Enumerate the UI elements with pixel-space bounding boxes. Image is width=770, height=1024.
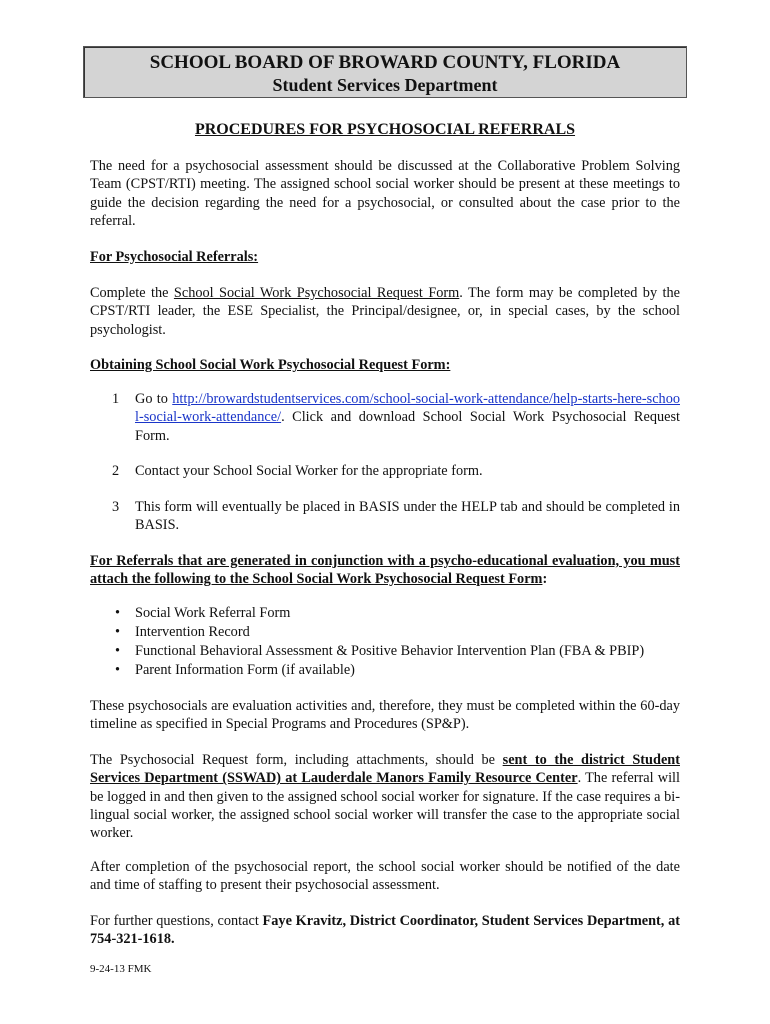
- header-subtitle: Student Services Department: [272, 75, 498, 95]
- intro-paragraph: The need for a psychosocial assessment should be discussed at the Collaborative Problem Solving Team (CPST/RTI) meeting. The assigned school social worker should be present at these meetings to guide the decision regarding the need for a psychosocial, or consulted about the case prior to the referral.: [90, 158, 680, 229]
- list-item-text: This form will eventually be placed in BASIS under the HELP tab and should be completed in BASIS.: [135, 499, 680, 534]
- timeline-paragraph: These psychosocials are evaluation activities and, therefore, they must be completed within the 60-day timeline as specified in Special Programs and Procedures (SP&P).: [90, 698, 680, 733]
- bullet-icon: •: [115, 662, 121, 678]
- after-completion-paragraph: After completion of the psychosocial report, the school social worker should be notified of the date and time of staffing to present their psychosocial assessment.: [90, 859, 680, 894]
- section-heading-attachments-text: For Referrals that are generated in conjunction with a psycho-educational evaluation, you must attach the following to the School Social Work Psychosocial Request Form: [90, 553, 680, 588]
- request-form-name: School Social Work Psychosocial Request Form: [173, 285, 460, 301]
- submission-post: . The referral will be logged in and then given to the assigned school social worker for signature. If the case requires a bi-lingual social worker, the assigned school social worker will transfer the case to the appropriate social worker.: [90, 770, 680, 842]
- list-item-text: Functional Behavioral Assessment & Positive Behavior Intervention Plan (FBA & PBIP): [135, 643, 645, 659]
- section-heading-colon: :: [542, 571, 548, 588]
- section-heading-referrals-text: For Psychosocial Referrals:: [90, 249, 259, 265]
- header-box: [83, 46, 687, 98]
- contact-pre: For further questions, contact: [90, 913, 263, 929]
- contact-paragraph: [90, 912, 680, 949]
- list-item-text: Parent Information Form (if available): [135, 662, 355, 678]
- submission-paragraph: [90, 751, 680, 842]
- complete-form-paragraph: [90, 284, 680, 339]
- list-item: [90, 661, 680, 680]
- list-item-text: Social Work Referral Form: [135, 605, 291, 621]
- download-form-link[interactable]: http://browardstudentservices.com/school-social-work-attendance/help-starts-here-school-social-work-attendance/: [135, 391, 680, 426]
- step-1-post: . Click and download School Social Work Psychosocial Request Form.: [135, 409, 680, 444]
- bullet-icon: •: [115, 643, 121, 659]
- step-1-pre: Go to: [135, 391, 173, 407]
- bullet-icon: •: [115, 605, 121, 621]
- list-item-number: 1: [112, 391, 120, 407]
- list-item-text: Contact your School Social Worker for the appropriate form.: [135, 463, 483, 479]
- submission-pre: The Psychosocial Request form, including attachments, should be: [90, 752, 503, 768]
- header-title: SCHOOL BOARD OF BROWARD COUNTY, FLORIDA: [149, 52, 621, 73]
- list-item: [90, 604, 680, 623]
- list-item-number: 3: [112, 499, 120, 515]
- list-item: [90, 623, 680, 642]
- list-item: [90, 642, 680, 661]
- section-heading-attachments: [90, 552, 680, 589]
- submission-destination: sent to the district Student Services Department (SSWAD) at Lauderdale Manors Family Resource Center: [90, 752, 680, 787]
- section-heading-obtaining: [90, 356, 680, 374]
- list-item-number: 2: [112, 463, 120, 479]
- list-item-text: Intervention Record: [135, 624, 250, 640]
- bullet-icon: •: [115, 624, 121, 640]
- list-item-text: [135, 390, 680, 445]
- section-heading-referrals: [90, 248, 680, 266]
- footer-revision: 9-24-13 FMK: [90, 963, 152, 975]
- contact-details: Faye Kravitz, District Coordinator, Student Services Department, at 754-321-1618.: [90, 913, 681, 948]
- attachment-list: [90, 604, 680, 680]
- complete-form-pre: Complete the: [90, 285, 174, 301]
- complete-form-post: . The form may be completed by the CPST/RTI leader, the ESE Specialist, the Principal/designee, or, in special cases, by the school psychologist.: [90, 285, 680, 338]
- page-title: PROCEDURES FOR PSYCHOSOCIAL REFERRALS: [194, 121, 576, 138]
- section-heading-obtaining-text: Obtaining School Social Work Psychosocial Request Form:: [90, 357, 451, 373]
